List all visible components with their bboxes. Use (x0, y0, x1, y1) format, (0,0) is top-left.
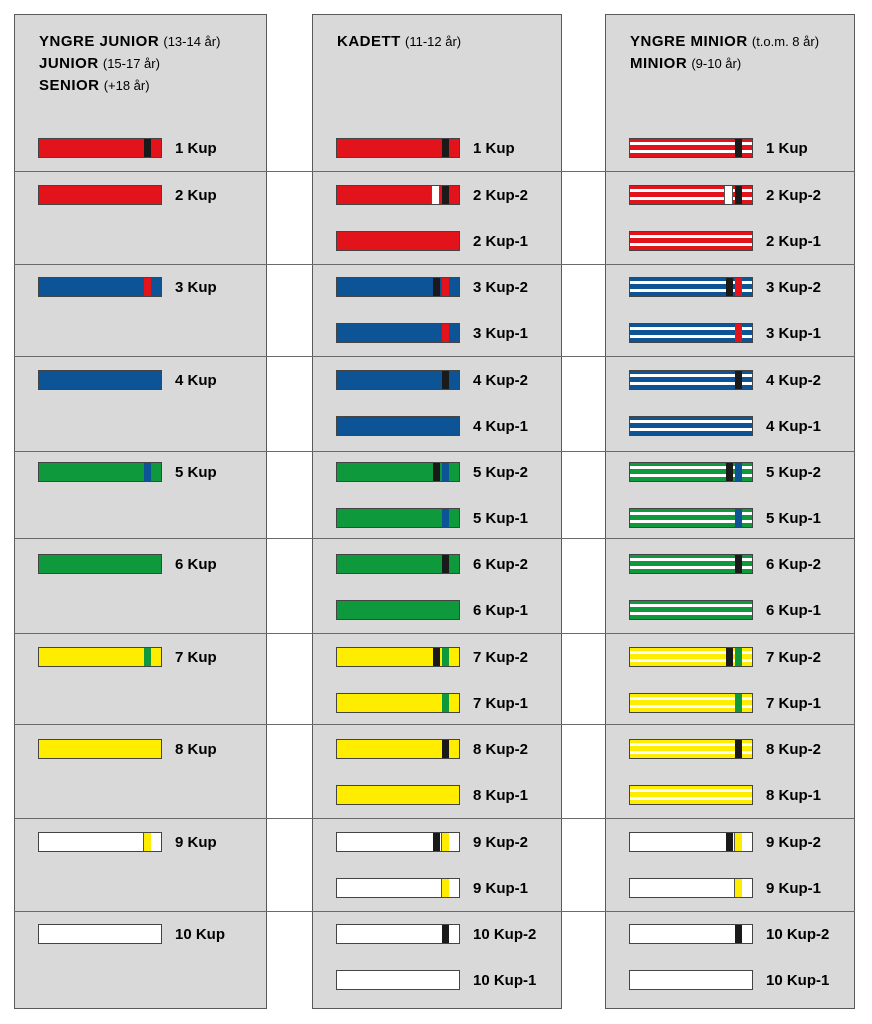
belt-tag-black (726, 463, 733, 481)
header-line (39, 31, 220, 53)
belt-red (629, 231, 753, 251)
grade-separator (14, 264, 855, 265)
belt-blue (336, 277, 460, 297)
belt-white-stripe (630, 281, 752, 284)
belt-white-stripe (630, 789, 752, 792)
belt-blue (336, 323, 460, 343)
belt-white-stripe (630, 797, 752, 800)
header-line (630, 31, 819, 53)
belt-green (38, 462, 162, 482)
column-header (630, 31, 819, 75)
belt-green (336, 462, 460, 482)
belt-tag-green (735, 648, 742, 666)
belt-white-stripe (630, 327, 752, 330)
belt-tag-yellow (143, 833, 151, 851)
belt-tag-black (726, 278, 733, 296)
belt-grade-label: 6 Kup-2 (473, 556, 529, 573)
grade-separator (14, 818, 855, 819)
belt-tag-black (726, 648, 733, 666)
belt-tag-black (442, 139, 449, 157)
belt-grade-label: 6 Kup-1 (473, 602, 529, 619)
belt-green (336, 600, 460, 620)
belt-red (336, 138, 460, 158)
belt-grade-label: 10 Kup-1 (473, 972, 537, 989)
belt-white-stripe (630, 235, 752, 238)
belt-grade-label: 8 Kup-2 (473, 741, 529, 758)
belt-grade-label: 3 Kup-2 (766, 279, 822, 296)
belt-tag-red (442, 324, 449, 342)
belt-grade-label: 4 Kup-1 (473, 418, 529, 435)
belt-tag-black (442, 740, 449, 758)
belt-grade-label: 3 Kup-1 (473, 325, 529, 342)
belt-white-stripe (630, 697, 752, 700)
belt-blue (629, 416, 753, 436)
belt-white (336, 924, 460, 944)
belt-white-stripe (630, 335, 752, 338)
grade-separator (14, 538, 855, 539)
header-line (39, 75, 220, 97)
belt-green (629, 508, 753, 528)
column-junior-senior (14, 14, 267, 1009)
belt-white-stripe (630, 289, 752, 292)
belt-grade-label: 6 Kup (175, 556, 217, 573)
belt-white-stripe (630, 751, 752, 754)
belt-grade-label: 3 Kup (175, 279, 217, 296)
header-age: (13-14 år) (163, 34, 221, 49)
belt-green (629, 462, 753, 482)
belt-yellow (629, 693, 753, 713)
belt-tag-blue (735, 509, 742, 527)
grade-separator (14, 911, 855, 912)
belt-white-stripe (630, 197, 752, 200)
belt-white (629, 924, 753, 944)
belt-grade-label: 10 Kup (175, 926, 226, 943)
belt-red (629, 138, 753, 158)
belt-white-stripe (630, 743, 752, 746)
belt-green (336, 554, 460, 574)
belt-yellow (336, 785, 460, 805)
belt-tag-black (735, 186, 742, 204)
belt-white (38, 832, 162, 852)
belt-tag-white (724, 186, 733, 204)
header-title: YNGRE MINIOR (630, 33, 748, 50)
belt-yellow (336, 739, 460, 759)
belt-grade-label: 5 Kup-2 (473, 464, 529, 481)
belt-yellow (629, 785, 753, 805)
belt-tag-black (442, 371, 449, 389)
belt-tag-black (442, 555, 449, 573)
belt-tag-green (442, 694, 449, 712)
belt-grade-label: 9 Kup (175, 834, 217, 851)
belt-grade-label: 3 Kup-2 (473, 279, 529, 296)
belt-red (336, 231, 460, 251)
belt-grade-label: 4 Kup-2 (766, 372, 822, 389)
belt-tag-green (442, 648, 449, 666)
belt-tag-green (735, 694, 742, 712)
belt-white-stripe (630, 374, 752, 377)
belt-white-stripe (630, 243, 752, 246)
belt-blue (336, 370, 460, 390)
belt-tag-blue (442, 463, 449, 481)
header-line (630, 53, 819, 75)
belt-tag-black (735, 740, 742, 758)
column-header (337, 31, 461, 53)
belt-tag-black (735, 139, 742, 157)
belt-tag-red (144, 278, 151, 296)
belt-grade-label: 3 Kup-1 (766, 325, 822, 342)
grade-separator (14, 724, 855, 725)
belt-white-stripe (630, 558, 752, 561)
belt-red (38, 138, 162, 158)
belt-white-stripe (630, 466, 752, 469)
header-title: JUNIOR (39, 55, 99, 72)
belt-grade-label: 1 Kup (766, 140, 808, 157)
belt-white-stripe (630, 520, 752, 523)
belt-white (336, 970, 460, 990)
belt-grade-label: 6 Kup-2 (766, 556, 822, 573)
belt-blue (629, 370, 753, 390)
belt-grade-label: 2 Kup-2 (766, 187, 822, 204)
belt-tag-black (433, 278, 440, 296)
belt-white-stripe (630, 382, 752, 385)
belt-grade-label: 2 Kup-2 (473, 187, 529, 204)
belt-grade-label: 7 Kup-1 (766, 695, 822, 712)
belt-grade-label: 10 Kup-2 (766, 926, 830, 943)
belt-tag-black (442, 186, 449, 204)
belt-yellow (629, 647, 753, 667)
header-age: (t.o.m. 8 år) (751, 34, 820, 49)
belt-white-stripe (630, 604, 752, 607)
belt-tag-yellow (441, 879, 449, 897)
belt-grade-label: 5 Kup (175, 464, 217, 481)
belt-tag-black (726, 833, 733, 851)
belt-white-stripe (630, 150, 752, 153)
belt-grade-label: 5 Kup-2 (766, 464, 822, 481)
belt-tag-black (433, 833, 440, 851)
grade-separator (14, 633, 855, 634)
belt-grade-label: 4 Kup-2 (473, 372, 529, 389)
belt-grade-label: 5 Kup-1 (473, 510, 529, 527)
belt-grade-label: 8 Kup-2 (766, 741, 822, 758)
belt-tag-blue (735, 463, 742, 481)
belt-grade-label: 4 Kup-1 (766, 418, 822, 435)
belt-grade-label: 4 Kup (175, 372, 217, 389)
belt-blue (336, 416, 460, 436)
belt-white-stripe (630, 142, 752, 145)
header-title: MINIOR (630, 55, 688, 72)
belt-tag-blue (144, 463, 151, 481)
belt-white (629, 878, 753, 898)
belt-white-stripe (630, 189, 752, 192)
belt-grade-label: 7 Kup-1 (473, 695, 529, 712)
belt-grade-label: 6 Kup-1 (766, 602, 822, 619)
belt-tag-red (735, 324, 742, 342)
belt-grade-label: 2 Kup-1 (766, 233, 822, 250)
header-title: YNGRE JUNIOR (39, 33, 160, 50)
header-title: KADETT (337, 33, 401, 50)
belt-tag-black (144, 139, 151, 157)
belt-grade-label: 7 Kup-2 (766, 649, 822, 666)
belt-tag-yellow (441, 833, 449, 851)
belt-white-stripe (630, 659, 752, 662)
belt-white (38, 924, 162, 944)
header-age: (9-10 år) (691, 56, 742, 71)
belt-yellow (38, 647, 162, 667)
header-line (39, 53, 220, 75)
belt-grade-label: 1 Kup (175, 140, 217, 157)
belt-white (629, 832, 753, 852)
belt-white-stripe (630, 428, 752, 431)
belt-grade-label: 8 Kup (175, 741, 217, 758)
belt-blue (38, 370, 162, 390)
header-line (337, 31, 461, 53)
belt-blue (38, 277, 162, 297)
belt-grade-label: 9 Kup-2 (766, 834, 822, 851)
belt-yellow (38, 739, 162, 759)
belt-red (336, 185, 460, 205)
belt-grade-label: 1 Kup (473, 140, 515, 157)
belt-tag-black (735, 555, 742, 573)
belt-white-stripe (630, 705, 752, 708)
belt-white (629, 970, 753, 990)
belt-green (38, 554, 162, 574)
header-age: (11-12 år) (405, 34, 462, 49)
header-age: (+18 år) (103, 78, 150, 93)
belt-white-stripe (630, 612, 752, 615)
belt-green (629, 600, 753, 620)
belt-blue (629, 323, 753, 343)
belt-tag-black (442, 925, 449, 943)
belt-green (336, 508, 460, 528)
grade-separator (14, 171, 855, 172)
belt-tag-black (433, 648, 440, 666)
belt-grade-label: 7 Kup-2 (473, 649, 529, 666)
belt-grade-label: 8 Kup-1 (766, 787, 822, 804)
belt-grade-label: 10 Kup-1 (766, 972, 830, 989)
belt-grade-label: 9 Kup-2 (473, 834, 529, 851)
belt-green (629, 554, 753, 574)
grade-separator (14, 451, 855, 452)
belt-white-stripe (630, 566, 752, 569)
column-header (39, 31, 220, 97)
belt-red (629, 185, 753, 205)
belt-grade-label: 2 Kup (175, 187, 217, 204)
belt-white (336, 832, 460, 852)
belt-white-stripe (630, 651, 752, 654)
belt-tag-white (431, 186, 440, 204)
belt-grade-label: 5 Kup-1 (766, 510, 822, 527)
belt-blue (629, 277, 753, 297)
belt-grade-label: 9 Kup-1 (473, 880, 529, 897)
header-title: SENIOR (39, 77, 100, 94)
belt-white-stripe (630, 512, 752, 515)
belt-tag-green (144, 648, 151, 666)
belt-tag-black (433, 463, 440, 481)
belt-tag-red (442, 278, 449, 296)
belt-yellow (629, 739, 753, 759)
belt-white (336, 878, 460, 898)
header-age: (15-17 år) (102, 56, 160, 71)
belt-tag-red (735, 278, 742, 296)
belt-tag-black (735, 371, 742, 389)
belt-yellow (336, 647, 460, 667)
grade-separator (14, 356, 855, 357)
belt-tag-yellow (734, 879, 742, 897)
belt-grade-label: 8 Kup-1 (473, 787, 529, 804)
belt-tag-blue (442, 509, 449, 527)
belt-white-stripe (630, 474, 752, 477)
belt-grade-label: 7 Kup (175, 649, 217, 666)
belt-yellow (336, 693, 460, 713)
belt-grade-label: 9 Kup-1 (766, 880, 822, 897)
belt-grade-label: 10 Kup-2 (473, 926, 537, 943)
belt-tag-black (735, 925, 742, 943)
belt-tag-yellow (734, 833, 742, 851)
belt-red (38, 185, 162, 205)
belt-white-stripe (630, 420, 752, 423)
belt-grade-label: 2 Kup-1 (473, 233, 529, 250)
